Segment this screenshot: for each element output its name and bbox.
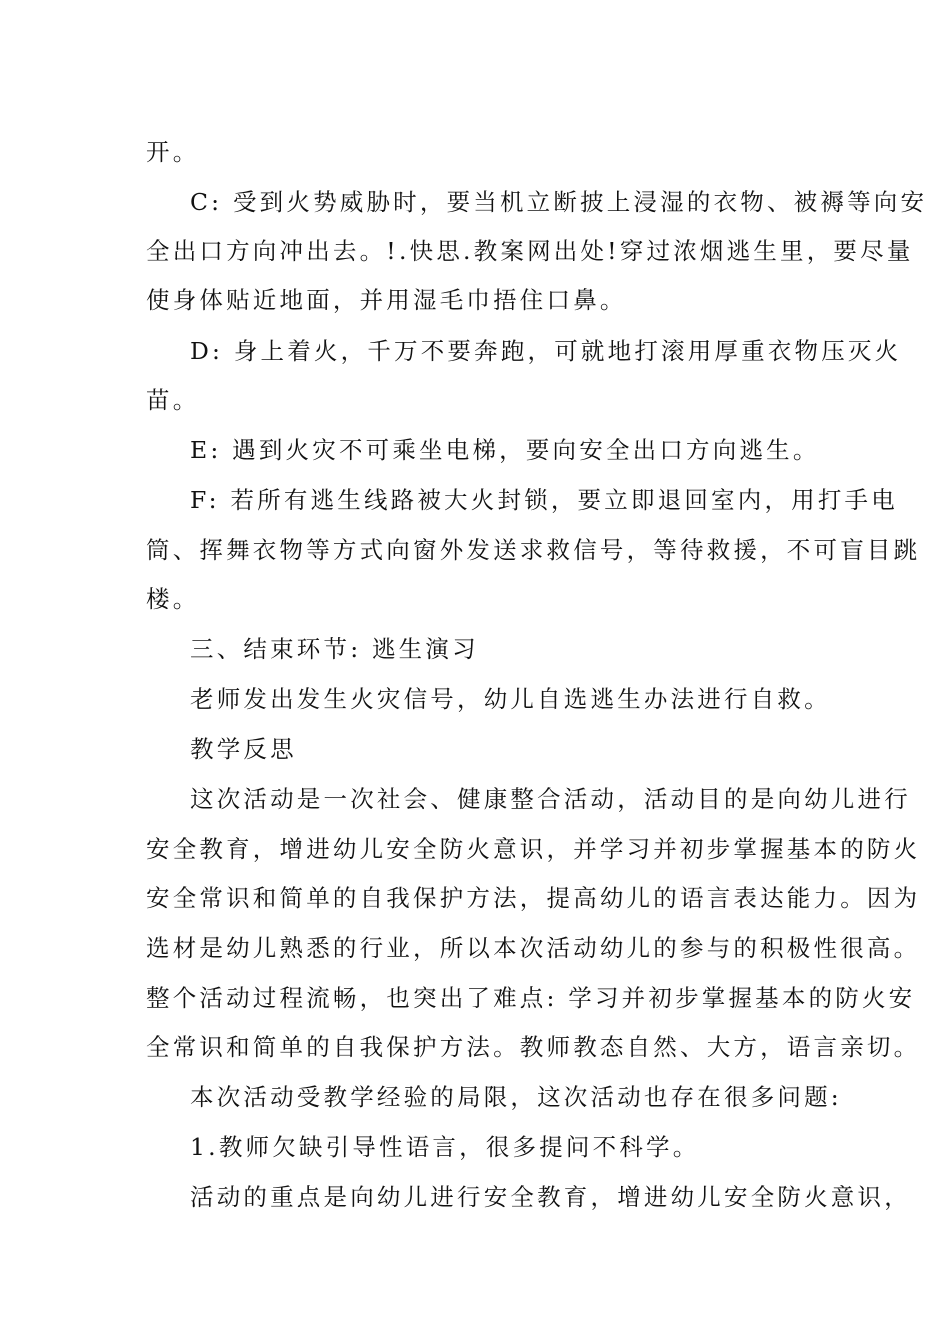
text-line: 筒、挥舞衣物等方式向窗外发送求救信号，等待救援，不可盲目跳: [146, 536, 921, 564]
text-line: F: 若所有逃生线路被大火封锁，要立即退回室内，用打手电: [190, 486, 898, 514]
text-line: 这次活动是一次社会、健康整合活动，活动目的是向幼儿进行: [190, 785, 911, 813]
text-line: E: 遇到火灾不可乘坐电梯，要向安全出口方向逃生。: [190, 436, 820, 464]
text-line: D: 身上着火，千万不要奔跑，可就地打滚用厚重衣物压灭火: [190, 337, 902, 365]
section-heading: 三、结束环节: 逃生演习: [190, 635, 479, 663]
text-line: 选材是幼儿熟悉的行业，所以本次活动幼儿的参与的积极性很高。: [146, 934, 921, 962]
text-line: 苗。: [146, 386, 200, 414]
text-line: 老师发出发生火灾信号，幼儿自选逃生办法进行自救。: [190, 685, 831, 713]
text-line: 开。: [146, 138, 200, 166]
section-heading: 教学反思: [190, 735, 297, 763]
text-line: 全出口方向冲出去。!.快思.教案网出处!穿过浓烟逃生里，要尽量: [146, 237, 914, 265]
text-line: 活动的重点是向幼儿进行安全教育，增进幼儿安全防火意识，: [190, 1183, 911, 1211]
text-line: 楼。: [146, 585, 200, 613]
text-line: 1.教师欠缺引导性语言，很多提问不科学。: [190, 1133, 700, 1161]
text-line: 全常识和简单的自我保护方法。教师教态自然、大方，语言亲切。: [146, 1033, 921, 1061]
text-line: 整个活动过程流畅，也突出了难点: 学习并初步掌握基本的防火安: [146, 984, 916, 1012]
text-line: 使身体贴近地面，并用湿毛巾捂住口鼻。: [146, 286, 627, 314]
text-line: 本次活动受教学经验的局限，这次活动也存在很多问题:: [190, 1083, 842, 1111]
text-line: 安全教育，增进幼儿安全防火意识，并学习并初步掌握基本的防火: [146, 835, 921, 863]
text-line: C: 受到火势威胁时，要当机立断披上浸湿的衣物、被褥等向安: [190, 188, 928, 216]
text-line: 安全常识和简单的自我保护方法，提高幼儿的语言表达能力。因为: [146, 884, 921, 912]
